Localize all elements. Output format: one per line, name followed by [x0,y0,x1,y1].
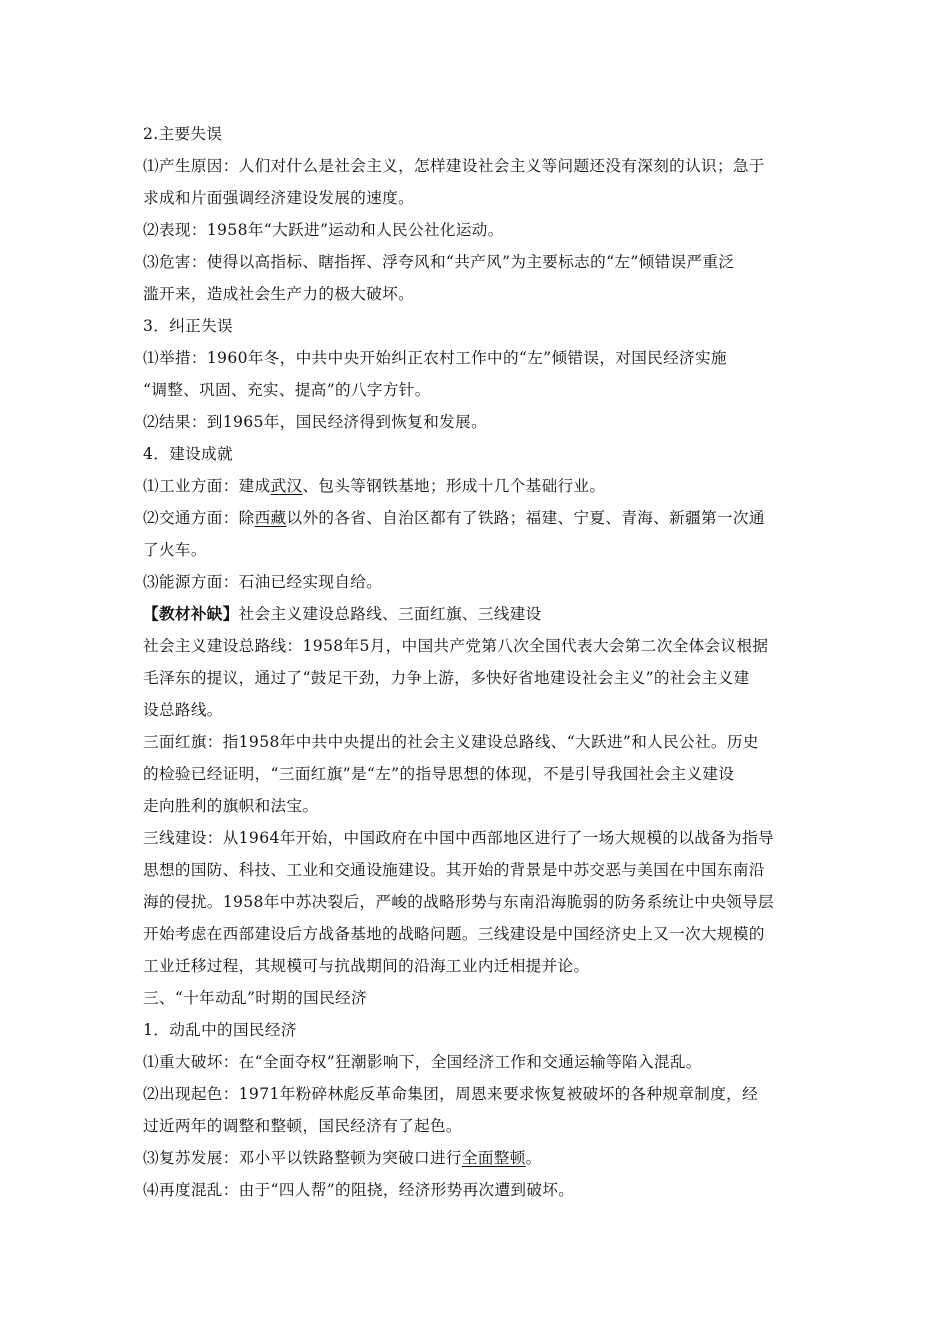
paragraph-line: 思想的国防、科技、工业和交通设施建设。其开始的背景是中苏交恶与美国在中国东南沿 [143,861,765,879]
paragraph-line: 设总路线。 [143,701,223,719]
text-segment: 。 [525,1149,542,1167]
paragraph-line: 走向胜利的旗帜和法宝。 [143,797,319,815]
paragraph-line: ⑴产生原因：人们对什么是社会主义，怎样建设社会主义等问题还没有深刻的认识；急于 [143,157,765,175]
section-heading: 3．纠正失误 [143,317,233,335]
paragraph-line-transport [143,502,809,534]
paragraph-line-industry [143,470,809,502]
text-segment: 、包头等钢铁基地；形成十几个基础行业。 [302,477,606,495]
text-segment: ⑴工业方面：建成 [143,477,271,495]
underlined-term: 武汉 [270,477,303,495]
paragraph-line: 海的侵扰。1958年中苏决裂后，严峻的战略形势与东南沿海脆弱的防务系统让中央领导层 [143,893,775,911]
underlined-term: 全面整顿 [461,1149,526,1167]
paragraph-line: 三线建设：从1964年开始，中国政府在中国中西部地区进行了一场大规模的以战备为指导 [143,829,775,847]
paragraph-line: “调整、巩固、充实、提高”的八字方针。 [143,381,431,399]
paragraph-line: 滥开来，造成社会生产力的极大破坏。 [143,285,415,303]
paragraph-line: ⑶危害：使得以高指标、瞎指挥、浮夸风和“共产风”为主要标志的“左”倾错误严重泛 [143,253,735,271]
text-segment: 以外的各省、自治区都有了铁路；福建、宁夏、青海、新疆第一次通 [286,509,765,527]
paragraph-line: 工业迁移过程，其规模可与抗战期间的沿海工业内迁相提并论。 [143,957,590,975]
paragraph-line: ⑵结果：到1965年，国民经济得到恢复和发展。 [143,413,488,431]
supplement-heading [143,598,809,630]
paragraph-line: 了火车。 [143,541,207,559]
section-heading: 2.主要失误 [143,125,223,143]
paragraph-line: 毛泽东的提议，通过了“鼓足干劲，力争上游，多快好省地建设社会主义”的社会主义建 [143,669,750,687]
supplement-title: 社会主义建设总路线、三面红旗、三线建设 [238,605,542,623]
section-heading: 4．建设成就 [143,445,233,463]
paragraph-line: ⑵表现：1958年“大跃进”运动和人民公社化运动。 [143,221,504,239]
paragraph-line: 三面红旗：指1958年中共中央提出的社会主义建设总路线、“大跃进”和人民公社。历史 [143,733,759,751]
text-segment: ⑵交通方面：除 [143,509,255,527]
paragraph-line: ⑵出现起色：1971年粉碎林彪反革命集团，周恩来要求恢复被破坏的各种规章制度，经 [143,1085,759,1103]
supplement-tag: 【教材补缺】 [143,604,239,623]
paragraph-line: ⑷再度混乱：由于“四人帮”的阻挠，经济形势再次遭到破坏。 [143,1181,575,1199]
paragraph-line: ⑶能源方面：石油已经实现自给。 [143,573,383,591]
paragraph-line-recovery [143,1142,809,1174]
paragraph-line: 过近两年的调整和整顿，国民经济有了起色。 [143,1117,462,1135]
paragraph-line: ⑴重大破坏：在“全面夺权”狂潮影响下，全国经济工作和交通运输等陷入混乱。 [143,1053,702,1071]
underlined-term: 西藏 [254,509,287,527]
paragraph-line: 求成和片面强调经济建设发展的速度。 [143,189,415,207]
paragraph-line: 的检验已经证明，“三面红旗”是“左”的指导思想的体现，不是引导我国社会主义建设 [143,765,735,783]
section-heading: 1．动乱中的国民经济 [143,1021,297,1039]
paragraph-line: 开始考虑在西部建设后方战备基地的战略问题。三线建设是中国经济史上又一次大规模的 [143,925,765,943]
document-body [143,118,809,1206]
text-segment: ⑶复苏发展：邓小平以铁路整顿为突破口进行 [143,1149,462,1167]
paragraph-line: 社会主义建设总路线：1958年5月，中国共产党第八次全国代表大会第二次全体会议根据 [143,637,769,655]
paragraph-line: ⑴举措：1960年冬，中共中央开始纠正农村工作中的“左”倾错误，对国民经济实施 [143,349,727,367]
section-heading: 三、“十年动乱”时期的国民经济 [143,989,367,1007]
